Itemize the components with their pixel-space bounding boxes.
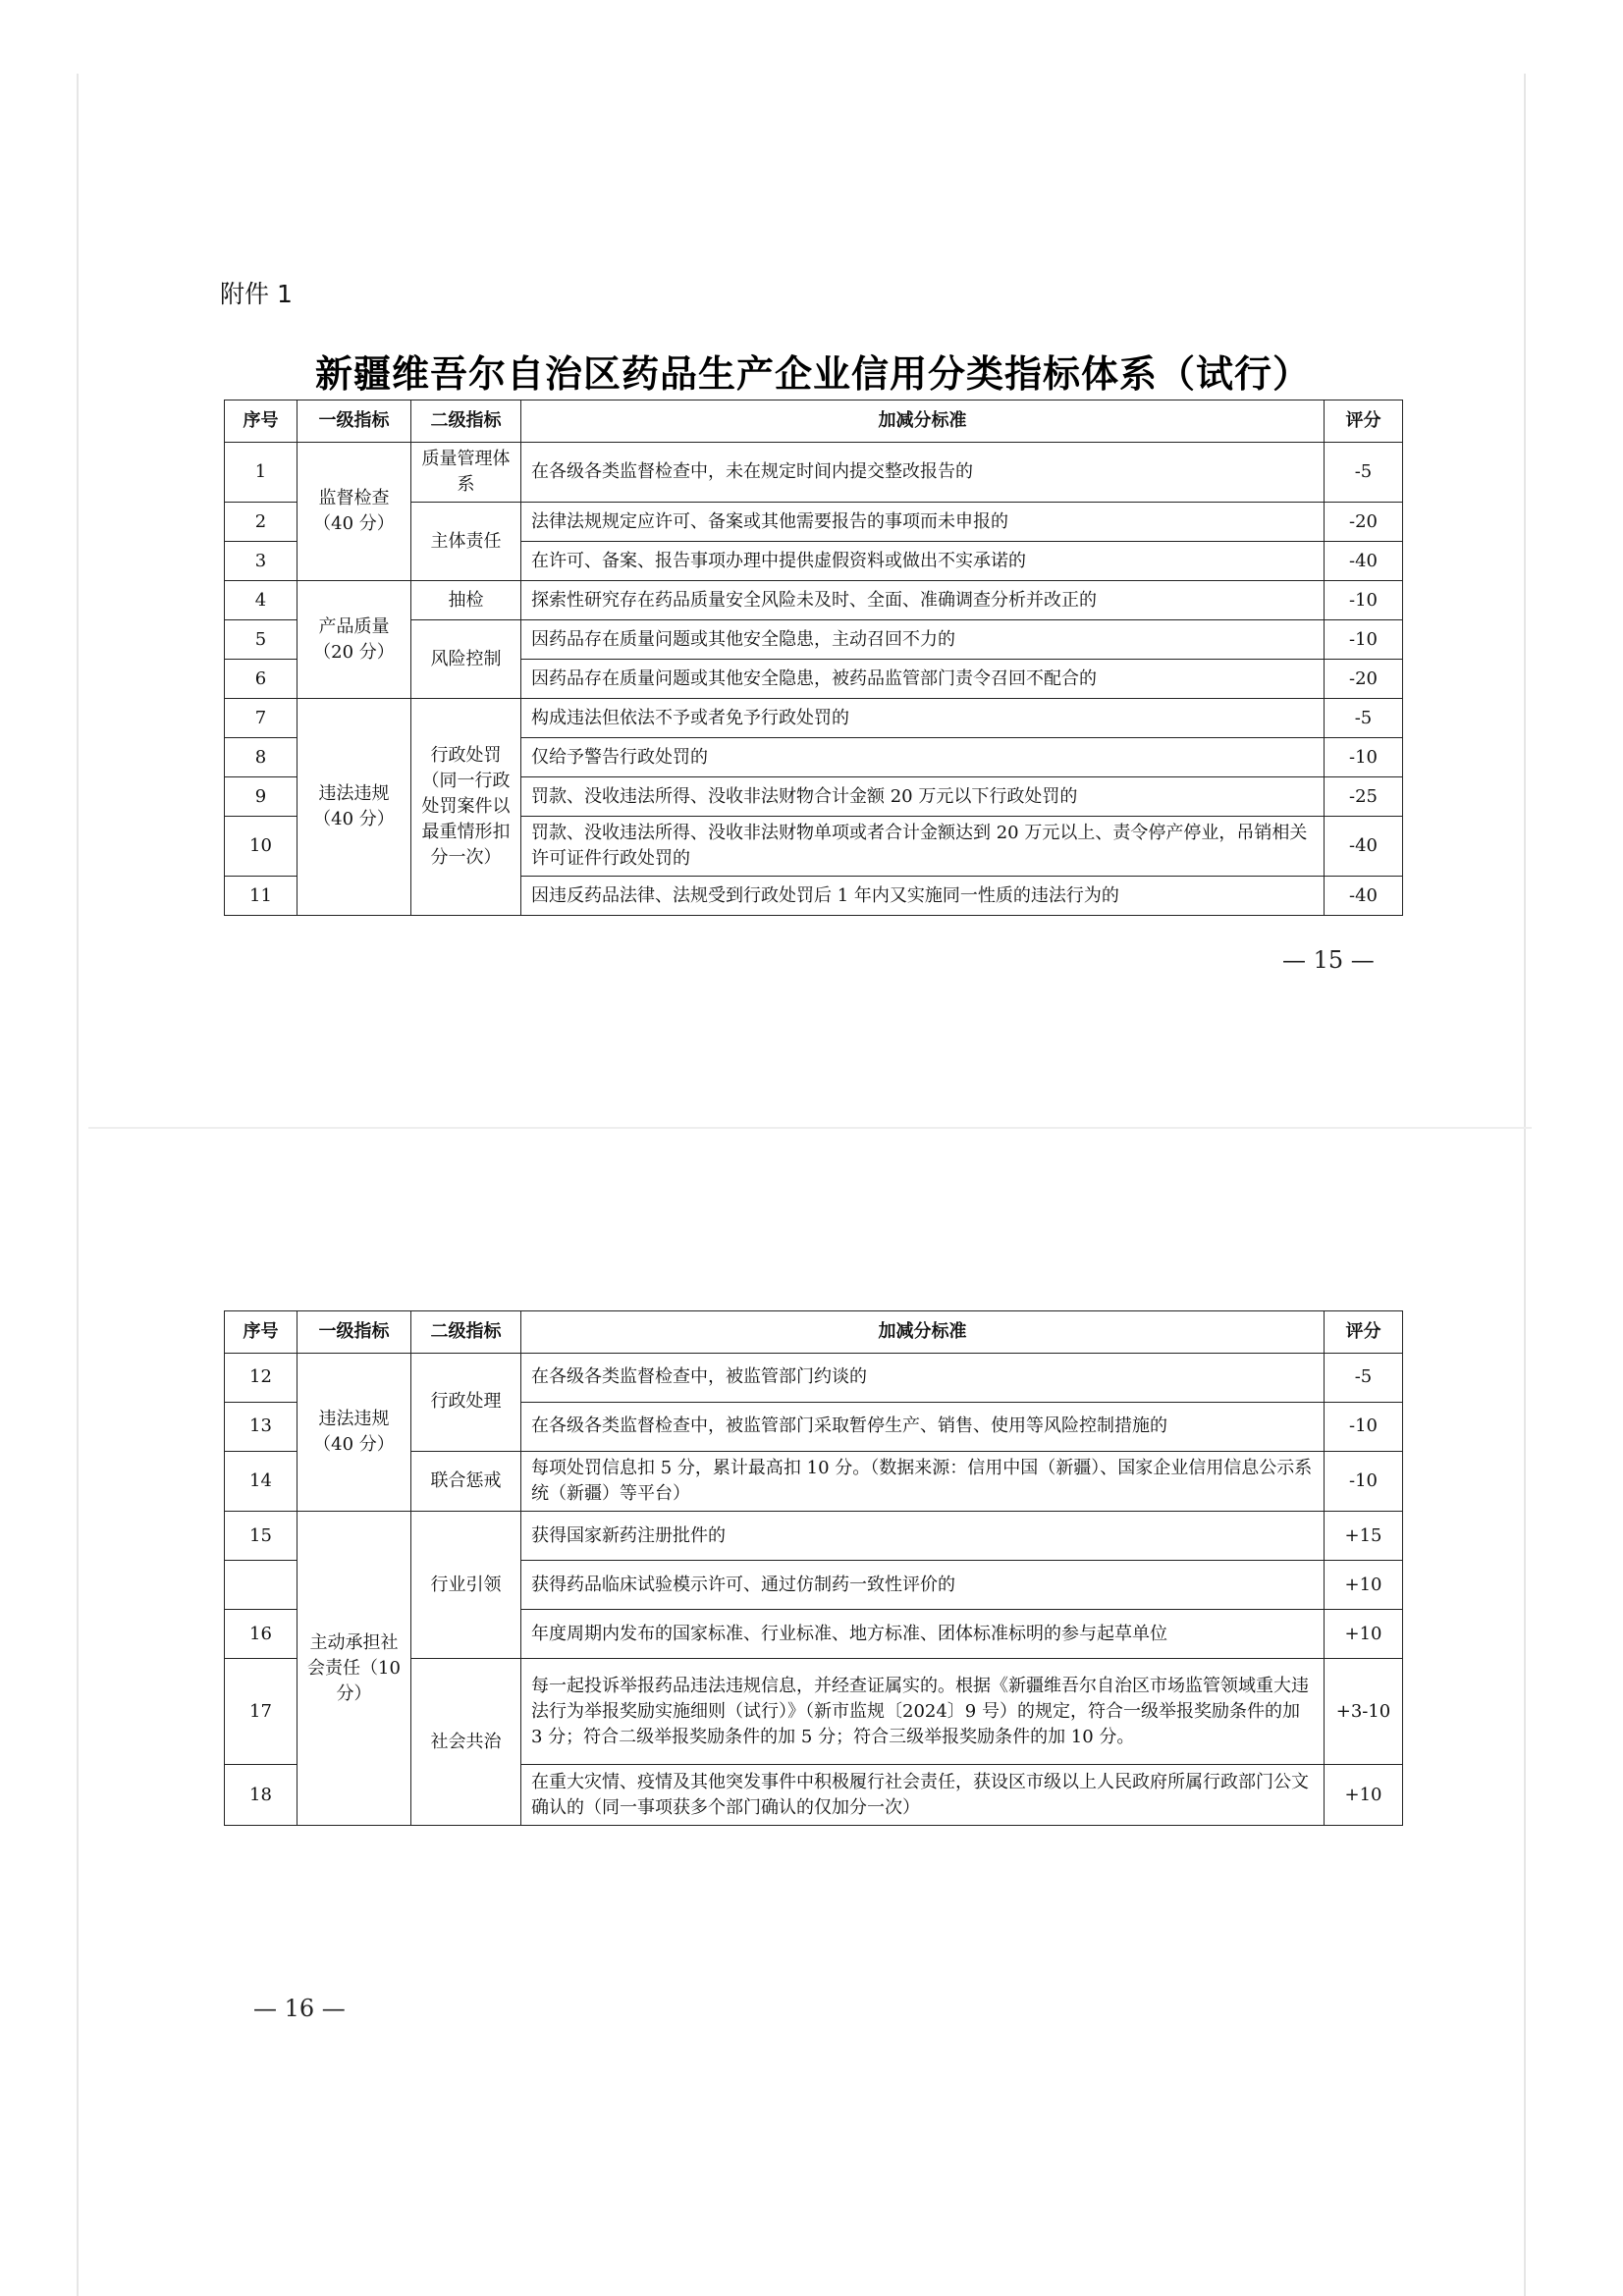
header-no: 序号 xyxy=(225,400,298,443)
header-criteria: 加减分标准 xyxy=(521,400,1325,443)
level2-indicator: 风险控制 xyxy=(411,620,521,699)
level2-indicator: 行政处理 xyxy=(411,1354,521,1452)
score-value: -40 xyxy=(1325,817,1403,877)
criteria-text: 构成违法但依法不予或者免予行政处罚的 xyxy=(521,699,1325,738)
criteria-text: 罚款、没收违法所得、没收非法财物合计金额 20 万元以下行政处罚的 xyxy=(521,777,1325,817)
criteria-text: 每项处罚信息扣 5 分，累计最高扣 10 分。（数据来源：信用中国（新疆）、国家企业信用信息公示系统（新疆）等平台） xyxy=(521,1452,1325,1512)
level2-indicator: 行业引领 xyxy=(411,1512,521,1659)
criteria-text: 仅给予警告行政处罚的 xyxy=(521,738,1325,777)
criteria-text: 罚款、没收违法所得、没收非法财物单项或者合计金额达到 20 万元以上、责令停产停业，吊销相关许可证件行政处罚的 xyxy=(521,817,1325,877)
level1-indicator: 违法违规（40 分） xyxy=(298,1354,411,1512)
criteria-text: 因违反药品法律、法规受到行政处罚后 1 年内又实施同一性质的违法行为的 xyxy=(521,877,1325,916)
criteria-text: 年度周期内发布的国家标准、行业标准、地方标准、团体标准标明的参与起草单位 xyxy=(521,1610,1325,1659)
criteria-text: 探索性研究存在药品质量安全风险未及时、全面、准确调查分析并改正的 xyxy=(521,581,1325,620)
header-level1: 一级指标 xyxy=(298,400,411,443)
row-number: 10 xyxy=(225,817,298,877)
row-number: 6 xyxy=(225,660,298,699)
annex-label: 附件 1 xyxy=(220,280,293,308)
page-number: — 16 — xyxy=(253,1995,346,2022)
level1-indicator: 主动承担社会责任（10 分） xyxy=(298,1512,411,1826)
header-level2: 二级指标 xyxy=(411,1311,521,1354)
row-number: 8 xyxy=(225,738,298,777)
score-value: -40 xyxy=(1325,877,1403,916)
row-number xyxy=(225,1561,298,1610)
indicator-table-page-16 xyxy=(224,1310,1403,1826)
level1-indicator: 监督检查（40 分） xyxy=(298,443,411,581)
table-row xyxy=(225,581,1403,620)
score-value: +15 xyxy=(1325,1512,1403,1561)
score-value: -5 xyxy=(1325,443,1403,503)
header-level2: 二级指标 xyxy=(411,400,521,443)
score-value: -20 xyxy=(1325,503,1403,542)
page-edge-left xyxy=(77,74,79,2296)
criteria-text: 因药品存在质量问题或其他安全隐患，主动召回不力的 xyxy=(521,620,1325,660)
score-value: +10 xyxy=(1325,1561,1403,1610)
criteria-text: 在许可、备案、报告事项办理中提供虚假资料或做出不实承诺的 xyxy=(521,542,1325,581)
score-value: -5 xyxy=(1325,699,1403,738)
row-number: 4 xyxy=(225,581,298,620)
criteria-text: 在各级各类监督检查中，被监管部门约谈的 xyxy=(521,1354,1325,1403)
criteria-text: 每一起投诉举报药品违法违规信息，并经查证属实的。根据《新疆维吾尔自治区市场监管领域重大违法行为举报奖励实施细则（试行）》（新市监规〔2024〕9 号）的规定，符合一级举报奖励条件的加 3 分；符合二级举报奖励条件的加 5 分；符合三级举报奖励条件的加 10 分。 xyxy=(521,1659,1325,1765)
row-number: 16 xyxy=(225,1610,298,1659)
score-value: -10 xyxy=(1325,1452,1403,1512)
score-value: -5 xyxy=(1325,1354,1403,1403)
level2-indicator: 抽检 xyxy=(411,581,521,620)
table-header-row xyxy=(225,400,1403,443)
row-number: 7 xyxy=(225,699,298,738)
level2-indicator: 质量管理体系 xyxy=(411,443,521,503)
header-criteria: 加减分标准 xyxy=(521,1311,1325,1354)
criteria-text: 在重大灾情、疫情及其他突发事件中积极履行社会责任，获设区市级以上人民政府所属行政部门公文确认的（同一事项获多个部门确认的仅加分一次） xyxy=(521,1765,1325,1826)
criteria-text: 获得国家新药注册批件的 xyxy=(521,1512,1325,1561)
row-number: 13 xyxy=(225,1403,298,1452)
row-number: 18 xyxy=(225,1765,298,1826)
score-value: +10 xyxy=(1325,1765,1403,1826)
row-number: 14 xyxy=(225,1452,298,1512)
score-value: -25 xyxy=(1325,777,1403,817)
criteria-text: 获得药品临床试验模示许可、通过仿制药一致性评价的 xyxy=(521,1561,1325,1610)
header-score: 评分 xyxy=(1325,400,1403,443)
score-value: -10 xyxy=(1325,581,1403,620)
criteria-text: 在各级各类监督检查中，未在规定时间内提交整改报告的 xyxy=(521,443,1325,503)
level1-indicator: 产品质量（20 分） xyxy=(298,581,411,699)
score-value: -40 xyxy=(1325,542,1403,581)
page-number: — 15 — xyxy=(1282,946,1375,974)
score-value: -10 xyxy=(1325,620,1403,660)
level2-indicator: 社会共治 xyxy=(411,1659,521,1826)
document-title: 新疆维吾尔自治区药品生产企业信用分类指标体系（试行） xyxy=(314,352,1311,396)
row-number: 12 xyxy=(225,1354,298,1403)
table-row xyxy=(225,699,1403,738)
row-number: 9 xyxy=(225,777,298,817)
criteria-text: 法律法规规定应许可、备案或其他需要报告的事项而未申报的 xyxy=(521,503,1325,542)
page-separator xyxy=(88,1127,1532,1129)
level1-indicator: 违法违规（40 分） xyxy=(298,699,411,916)
row-number: 15 xyxy=(225,1512,298,1561)
indicator-table-page-15 xyxy=(224,400,1403,916)
table-header-row xyxy=(225,1311,1403,1354)
row-number: 11 xyxy=(225,877,298,916)
table-row xyxy=(225,1354,1403,1403)
table-row xyxy=(225,443,1403,503)
header-no: 序号 xyxy=(225,1311,298,1354)
row-number: 3 xyxy=(225,542,298,581)
row-number: 1 xyxy=(225,443,298,503)
criteria-text: 因药品存在质量问题或其他安全隐患，被药品监管部门责令召回不配合的 xyxy=(521,660,1325,699)
header-score: 评分 xyxy=(1325,1311,1403,1354)
row-number: 5 xyxy=(225,620,298,660)
row-number: 2 xyxy=(225,503,298,542)
criteria-text: 在各级各类监督检查中，被监管部门采取暂停生产、销售、使用等风险控制措施的 xyxy=(521,1403,1325,1452)
header-level1: 一级指标 xyxy=(298,1311,411,1354)
level2-indicator: 联合惩戒 xyxy=(411,1452,521,1512)
score-value: -20 xyxy=(1325,660,1403,699)
table-row xyxy=(225,1512,1403,1561)
level2-indicator: 行政处罚（同一行政处罚案件以最重情形扣分一次） xyxy=(411,699,521,916)
score-value: +10 xyxy=(1325,1610,1403,1659)
level2-indicator: 主体责任 xyxy=(411,503,521,581)
score-value: +3-10 xyxy=(1325,1659,1403,1765)
score-value: -10 xyxy=(1325,1403,1403,1452)
score-value: -10 xyxy=(1325,738,1403,777)
page-edge-right xyxy=(1524,74,1526,2296)
row-number: 17 xyxy=(225,1659,298,1765)
